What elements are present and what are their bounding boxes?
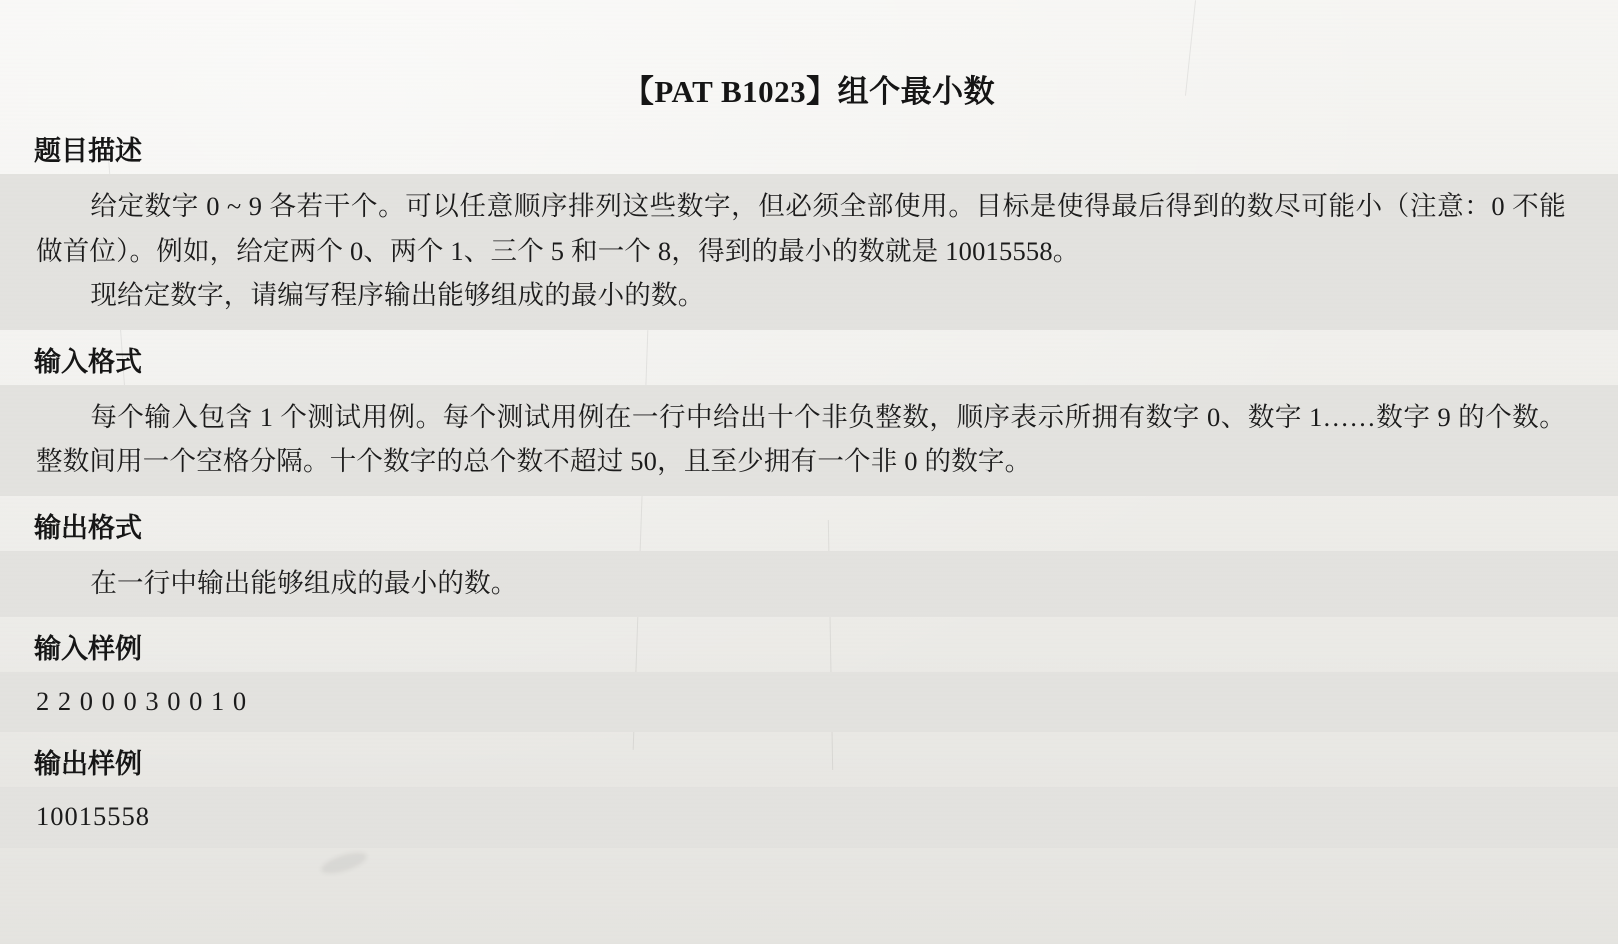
- sample-input-text: 2 2 0 0 0 3 0 0 1 0: [0, 672, 1618, 732]
- section-body-input-format: [0, 385, 1618, 496]
- section-body-output-format: [0, 551, 1618, 618]
- paragraph: 现给定数字，请编写程序输出能够组成的最小的数。: [90, 280, 705, 311]
- paper-smudge: [319, 848, 370, 878]
- paragraph: 给定数字 0 ~ 9 各若干个。可以任意顺序排列这些数字，但必须全部使用。目标是使得最后得到的数尽可能小（注意：0 不能做首位）。例如，给定两个 0、两个 1、三个 5 和一个 8，得到的最小的数就是 10015558。: [36, 191, 1566, 266]
- section-heading-output-format: 输出格式: [34, 512, 142, 543]
- sample-output-text: 10015558: [0, 787, 1618, 847]
- paragraph: 在一行中输出能够组成的最小的数。: [90, 567, 518, 598]
- paragraph: 每个输入包含 1 个测试用例。每个测试用例在一行中给出十个非负整数，顺序表示所拥有数字 0、数字 1……数字 9 的个数。整数间用一个空格分隔。十个数字的总个数不超过 50，且至少拥有一个非 0 的数字。: [36, 401, 1566, 477]
- section-heading-output-sample: 输出样例: [34, 749, 142, 780]
- section-heading-input-format: 输入格式: [34, 346, 142, 377]
- section-heading-description: 题目描述: [34, 136, 142, 166]
- page-title: 【PAT B1023】组个最小数: [622, 74, 996, 109]
- section-heading-input-sample: 输入样例: [34, 634, 142, 665]
- section-body-description: [0, 174, 1618, 330]
